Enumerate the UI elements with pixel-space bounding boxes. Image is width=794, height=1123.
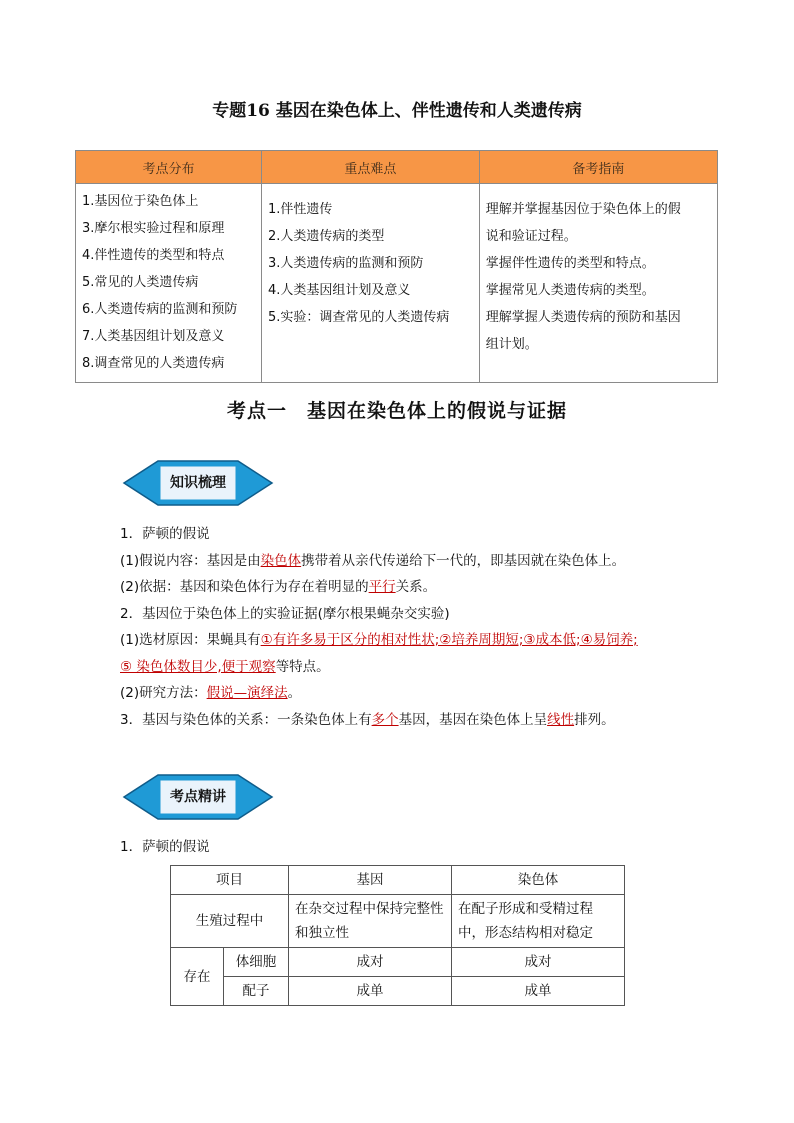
badge-label: 知识梳理: [170, 475, 226, 491]
text-span: 关系。: [395, 579, 437, 595]
answer-span: 线性: [547, 711, 575, 728]
row-label-existence: 存在: [171, 948, 224, 1006]
list-item: 组计划。: [485, 337, 538, 352]
text-line: [120, 707, 680, 734]
section-title: 考点一 基因在染色体上的假说与证据: [226, 400, 567, 422]
list-item: 3.人类遗传病的监测和预防: [268, 256, 424, 271]
cell-gene-gamete: 成单: [289, 977, 452, 1006]
header-chromosome: 染色体: [452, 866, 625, 895]
row-label-reproduction: 生殖过程中: [171, 895, 289, 948]
list-item: 4.人类基因组计划及意义: [268, 283, 411, 298]
heading-sutton-2: 1．萨顿的假说: [120, 839, 210, 855]
list-item: 理解并掌握基因位于染色体上的假: [485, 202, 681, 217]
cell-chrom-somatic: 成对: [452, 948, 625, 977]
list-item: 2.人类遗传病的类型: [268, 229, 385, 244]
text-line: [120, 548, 680, 575]
text-line: [120, 601, 680, 628]
knowledge-section: [120, 521, 680, 733]
kaodian-cell: [76, 184, 262, 383]
cell-gene-reproduction: 在杂交过程中保持完整性和独立性: [289, 895, 452, 948]
header-beikao: 备考指南: [479, 151, 717, 184]
text-line: [120, 654, 680, 681]
cell-gene-somatic: 成对: [289, 948, 452, 977]
zhishi-shuli-badge: [120, 458, 276, 508]
list-item: 掌握常见人类遗传病的类型。: [485, 283, 655, 298]
heading-sutton: 1．萨顿的假说: [120, 526, 210, 542]
header-zhongdian: 重点难点: [262, 151, 480, 184]
text-line: [120, 834, 680, 861]
text-span: (2)依据：基因和染色体行为存在着明显的: [120, 579, 369, 595]
text-span: 3．基因与染色体的关系：一条染色体上有: [120, 711, 372, 728]
cell-chrom-gamete: 成单: [452, 977, 625, 1006]
list-item: 7.人类基因组计划及意义: [82, 329, 225, 344]
list-item: 3.摩尔根实验过程和原理: [82, 221, 225, 236]
list-item: 理解掌握人类遗传病的预防和基因: [485, 310, 681, 325]
text-line: [120, 574, 680, 601]
list-item: 6.人类遗传病的监测和预防: [82, 302, 238, 317]
overview-table: [75, 150, 718, 383]
text-span: 等特点。: [275, 658, 330, 675]
answer-span: ⑤ 染色体数目少,便于观察: [120, 658, 276, 675]
sutton-table: [170, 865, 625, 1006]
header-kaodian: 考点分布: [76, 151, 262, 184]
answer-span: ①有许多易于区分的相对性状;②培养周期短;③成本低;④易饲养;: [260, 632, 638, 648]
beikao-cell: [479, 184, 717, 383]
list-item: 5.实验：调查常见的人类遗传病: [268, 310, 450, 325]
header-gene: 基因: [289, 866, 452, 895]
text-span: (2)研究方法：: [120, 685, 207, 701]
jingjiang-heading: [120, 834, 680, 861]
text-span: 携带着从亲代传递给下一代的，即基因就在染色体上。: [301, 552, 626, 569]
text-span: (1)假说内容：基因是由: [120, 552, 261, 569]
list-item: 1.基因位于染色体上: [82, 194, 199, 209]
list-item: 4.伴性遗传的类型和特点: [82, 248, 225, 263]
answer-span: 染色体: [260, 552, 302, 569]
kaodian-jingjiang-badge: [120, 772, 276, 822]
answer-span: 多个: [371, 711, 399, 728]
badge-label: 考点精讲: [170, 789, 226, 805]
text-line: [120, 680, 680, 707]
list-item: 5.常见的人类遗传病: [82, 275, 199, 290]
sub-label-gamete: 配子: [224, 977, 289, 1006]
text-span: 2．基因位于染色体上的实验证据(摩尔根果蝇杂交实验): [120, 605, 450, 622]
list-item: 说和验证过程。: [485, 229, 577, 244]
sub-label-somatic: 体细胞: [224, 948, 289, 977]
text-span: (1)选材原因：果蝇具有: [120, 632, 261, 648]
text-line: [120, 627, 680, 654]
list-item: 1.伴性遗传: [268, 202, 333, 217]
document-title: 专题16 基因在染色体上、伴性遗传和人类遗传病: [212, 101, 582, 121]
text-span: 基因，基因在染色体上呈: [398, 711, 548, 728]
zhongdian-cell: [262, 184, 480, 383]
answer-span: 假说—演绎法: [206, 685, 288, 701]
header-item: 项目: [171, 866, 289, 895]
answer-span: 平行: [368, 579, 396, 595]
text-line: [120, 521, 680, 548]
list-item: 掌握伴性遗传的类型和特点。: [485, 256, 655, 271]
cell-chrom-reproduction: 在配子形成和受精过程中，形态结构相对稳定: [452, 895, 625, 948]
text-span: 。: [287, 685, 302, 701]
text-span: 排列。: [574, 711, 615, 728]
list-item: 8.调查常见的人类遗传病: [82, 356, 225, 371]
